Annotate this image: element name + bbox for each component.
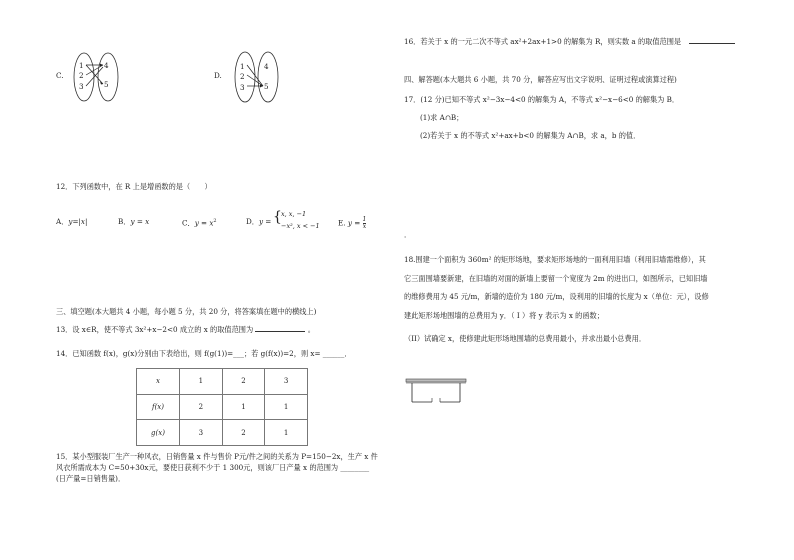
table-cell: 3 <box>179 420 222 446</box>
map-c-domain-2: 2 <box>79 71 84 80</box>
map-d-domain-2: 2 <box>240 72 245 81</box>
q12-option-b: B．y = x <box>118 217 150 226</box>
table-cell: 2 <box>222 420 265 446</box>
q17-part-2: (2)若关于 x 的不等式 x²+ax+b<0 的解集为 A∩B，求 a，b 的值． <box>420 131 641 140</box>
map-d-codomain-5: 5 <box>264 82 269 91</box>
q16-text: 16．若关于 x 的一元二次不等式 ax²+2ax+1>0 的解集为 R，则实数 a 的取值范围是 <box>404 37 735 46</box>
map-c-domain-1: 1 <box>79 61 84 70</box>
section-3-heading: 三、填空题(本大题共 4 小题，每小题 5 分，共 20 分，将答案填在题中的横线上) <box>56 307 317 316</box>
table-header-2: 2 <box>222 369 265 395</box>
q18-line-3: 的维修费用为 45 元/m，新墙的造价为 180 元/m，设利用的旧墙的长度为 x（单位：元），设修 <box>404 292 709 301</box>
table-cell: 1 <box>265 394 308 420</box>
table-row <box>137 420 308 446</box>
q12-option-d-label: D．y = <box>246 217 272 226</box>
map-d-domain-1: 1 <box>240 62 245 71</box>
table-header-3: 3 <box>265 369 308 395</box>
q12-option-d-case2: −x², x < −1 <box>281 222 320 230</box>
table-cell: 2 <box>179 394 222 420</box>
table-cell: 1 <box>222 394 265 420</box>
table-cell: 1 <box>265 420 308 446</box>
q18-line-2: 它三面围墙要新建，在旧墙的对面的新墙上要留一个宽度为 2m 的进出口，如图所示，已知旧墙 <box>404 274 708 283</box>
q12-option-a: A．y=|x| <box>56 217 88 226</box>
map-c-codomain-5: 5 <box>104 80 109 89</box>
function-value-table <box>136 368 308 446</box>
enclosure-diagram <box>404 378 468 406</box>
table-header-x: x <box>137 369 180 395</box>
map-c-domain-3: 3 <box>79 82 84 91</box>
table-cell: g(x) <box>137 420 180 446</box>
section-4-heading: 四、解答题(本大题共 6 小题，共 70 分，解答应写出文字说明、证明过程或演算过程) <box>404 75 677 84</box>
q18-part-2: （II）试确定 x，使修建此矩形场地围墙的总费用最小，并求出最小总费用． <box>404 334 647 343</box>
option-d-label: D. <box>214 71 222 80</box>
q12-option-d-brace: { <box>273 209 282 225</box>
table-header-1: 1 <box>179 369 222 395</box>
map-c-codomain-4: 4 <box>104 61 109 70</box>
q14-text: 14．已知函数 f(x)，g(x)分别由下表给出，则 f(g(1))=___；若 g(f(x))=2，则 x= ______． <box>56 349 352 358</box>
table-row <box>137 369 308 395</box>
table-row <box>137 394 308 420</box>
q12-stem: 12．下列函数中，在 R 上是增函数的是（ ） <box>56 182 212 191</box>
table-cell: f(x) <box>137 394 180 420</box>
q15-line-3: (日产量=日销售量)． <box>56 474 126 483</box>
stray-dot: ． <box>404 230 412 239</box>
q17-text: 17．(12 分)已知不等式 x²−3x−4<0 的解集为 A，不等式 x²−x−6<0 的解集为 B． <box>404 95 680 104</box>
q17-part-1: (1)求 A∩B； <box>420 113 464 122</box>
option-c-label: C. <box>56 71 64 80</box>
q12-option-c: C．$y = x^2$ <box>182 218 217 228</box>
q13-text: 13．设 x∈R，使不等式 3x²+x−2<0 成立的 x 的取值范围为 。 <box>56 325 315 334</box>
q15-line-2: 风衣所需成本为 C=50+30x元，要使日获利不少于 1 300元，则该厂日产量 x 的范围为 ________ <box>56 463 370 472</box>
map-d-codomain-4: 4 <box>264 62 269 71</box>
q12-option-e: E. y = $\frac{1}{x}$ <box>338 216 367 230</box>
q18-line-4: 建此矩形场地围墙的总费用为 y．（ I ）将 y 表示为 x 的函数； <box>404 311 604 320</box>
q15-line-1: 15．某小型服装厂生产一种风衣，日销售量 x 件与售价 P元/件之间的关系为 P=150−2x，生产 x 件 <box>56 452 378 461</box>
q12-option-d-case1: x, x, −1 <box>281 210 307 218</box>
q18-line-1: 18.围建一个面积为 360m² 的矩形场地，要求矩形场地的一面利用旧墙（利用旧墙需维修），其 <box>404 255 706 264</box>
map-d-domain-3: 3 <box>240 83 245 92</box>
